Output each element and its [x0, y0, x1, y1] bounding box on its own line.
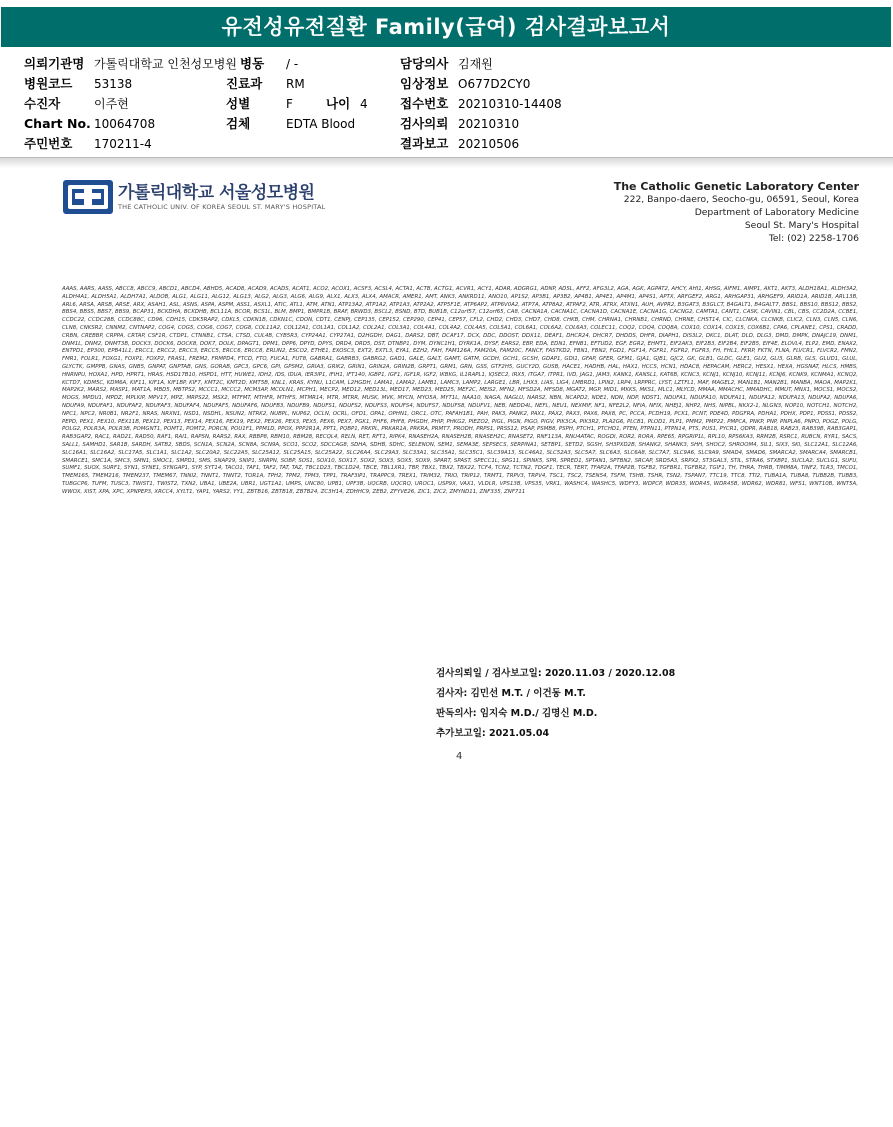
value-chart-no: 10064708 — [94, 117, 156, 131]
header-divider-shadow — [0, 158, 893, 168]
value-specimen: EDTA Blood — [286, 117, 356, 131]
label-specimen: 검체 — [226, 116, 251, 131]
hospital-name-english: THE CATHOLIC UNIV. OF KOREA SEOUL ST. MARY'S HOSPITAL — [118, 203, 326, 211]
lab-hospital: Seoul St. Mary's Hospital — [744, 220, 859, 231]
reading-physicians: 판독의사: 임지숙 M.D./ 김명신 M.D. — [436, 708, 598, 719]
label-attending-doctor: 담당의사 — [400, 56, 449, 71]
value-age: 4 — [360, 97, 368, 111]
label-patient-name: 수진자 — [24, 96, 61, 111]
label-requesting-institution: 의뢰기관명 — [24, 56, 85, 71]
value-hospital-code: 53138 — [94, 77, 133, 91]
label-test-request-date: 검사의뢰 — [400, 116, 449, 131]
page-number: 4 — [456, 751, 463, 762]
value-department: RM — [286, 77, 305, 91]
value-accession-number: 20210310-14408 — [458, 97, 562, 111]
value-ward: / - — [286, 57, 299, 71]
lab-address: 222, Banpo-daero, Seocho-gu, 06591, Seoul, Korea — [623, 194, 859, 205]
label-accession-number: 접수번호 — [400, 96, 449, 111]
label-chart-no: Chart No. — [24, 116, 91, 131]
value-sex: F — [286, 97, 293, 111]
testers: 검사자: 김민선 M.T. / 이건동 M.T. — [436, 688, 586, 699]
lab-telephone: Tel: (02) 2258-1706 — [768, 233, 859, 244]
value-patient-name: 이주현 — [94, 97, 129, 111]
value-test-request-date: 20210310 — [458, 117, 520, 131]
label-result-report-date: 결과보고 — [400, 136, 449, 151]
hospital-name-korean: 가톨릭대학교 서울성모병원 — [118, 183, 315, 203]
label-hospital-code: 병원코드 — [24, 76, 73, 91]
additional-report-date: 추가보고일: 2021.05.04 — [436, 728, 550, 739]
value-attending-doctor: 김재원 — [458, 57, 493, 71]
value-resident-number: 170211-4 — [94, 137, 152, 151]
value-result-report-date: 20210506 — [458, 137, 520, 151]
value-requesting-institution: 가톨릭대학교 인천성모병원 — [94, 57, 237, 71]
label-age: 나이 — [326, 96, 351, 111]
lab-name: The Catholic Genetic Laboratory Center — [613, 180, 859, 193]
gene-panel-list: AAAS, AARS, AASS, ABCC8, ABCC9, ABCD1, ABCD4, ABHD5, ACAD8, ACAD9, ACADS, ACAT1, ACO2, ACOX1, ACSF3, ACSL4, ACTA1, ACTB, ACTG1, ACVR1, ACY1, ADAR, ADGRG1, ADNP, ADSL, AFF2, AFG3L2, AGA, AGK, AGPAT2, AHCY, AHI1, AHSG, AIFM1, AIMP1, AKT1, AKT3, ALDH18A1, ALDH3A2, ALDH4A1, ALDH5A1, ALDH7A1, ALDOB, ALG1, ALG11, ALG12, ALG13, ALG2, ALG3, ALG6, ALG9, ALX1, ALX3, ALX4, AMACR, AMER1, AMT, ANK3, ANKRD11, ANO10, AP1S2, AP3B1, AP3B2, AP4B1, AP4E1, AP4M1, AP4S1, APTX, ARFGEF2, ARG1, ARHGAP31, ARHGEF9, ARID1A, ARID1B, ARL13B, ARL6, ARSA, ARSB, ARSE, ARX, ASAH1, ASL, ASNS, ASPA, ASPM, ASS1, ASXL1, ATIC, ATL1, ATM, ATN1, ATP13A2, ATP1A2, ATP1A3, ATP2A2, ATP5F1E, ATP6AP2, ATP6V0A2, ATP7A, ATP8A2, ATPAF2, ATR, ATRX, ATXN1, AUH, AVPR2, B3GAT3, B3GLCT, B4GALT1, B4GALT7, BBS1, BBS10, BBS12, BBS2, BBS4, BBS5, BBS7, BBS9, BCAP31, BCKDHA, BCKDHB, BCL11A, BCOR, BCS1L, BLM, BMP1, BMPR1B, BRAF, BRWD3, BSCL2, BSND, BTD, BUB1B, C12orf57, C12orf65, CA8, CACNA1A, CACNA1C, CACNA1D, CACNA1E, CACNA1G, CACNG2, CAMTA1, CANT1, CASK, CAVIN1, CBL, CBS, CC2D2A, CCBE1, CCDC22, CCDC28B, CCDC88C, CD96, CDH15, CDK5RAP2, CDKL5, CDKN1B, CDKN1C, CDON, CDT1, CENPJ, CEP135, CEP152, CEP290, CEP41, CEP57, CFL2, CHD2, CHD3, CHD7, CHD8, CHKB, CHM, CHRNA1, CHRNB1, CHRND, CHRNE, CHST14, CIC, CLCNKA, CLCNKB, CLIC2, CLN3, CLN5, CLN6, CLN8, CNKSR2, CNNM2, CNTNAP2, COG4, COG5, COG6, COG7, COG8, COL11A2, COL12A1, COL1A1, COL1A2, COL2A1, COL3A1, COL4A1, COL4A2, COL4A5, COL5A1, COL6A1, COL6A2, COL6A3, COLEC11, COQ2, COQ4, COQ8A, COX10, COX14, COX15, COX6B1, CPA6, CPLANE1, CPS1, CRADD, CRBN, CREBBP, CRPPA, CRTAP, CSF1R, CTDP1, CTNNB1, CTSA, CTSD, CUL4B, CYB5R3, CYP24A1, CYP27A1, D2HGDH, DAG1, DARS2, DBT, DCAF17, DCX, DDC, DDOST, DDX11, DEAF1, DHCR24, DHCR7, DHDDS, DHFR, DIAPH1, DIS3L2, DKC1, DLAT, DLD, DLG3, DMD, DMPK, DNAJC19, DNM1, DNM1L, DNM2, DNMT3B, DOCK3, DOCK6, DOCK8, DOK7, DOLK, DPAGT1, DPM1, DPP6, DPYD, DPYS, DRD4, DRD5, DST, DTNBP1, DYM, DYNC1H1, DYRK1A, DYSF, EARS2, EBP, EDA, EDN1, EFNB1, EFTUD2, EGF, EGR2, EHMT1, EIF2AK3, EIF2B3, EIF2B4, EIF2B5, EIF4E, ELOVL4, ELP2, EMD, ENAX2, ENTPD1, EP300, EPB41L1, ERCC1, ERCC2, ERCC3, ERCC5, ERCC6, ERCC8, ERLIN2, ESCO2, ETHE1, EXOSC3, EXT2, EXTL3, EYA1, EZH2, FAH, FAM126A, FAM20A, FAM20C, FANCF, FASTKD2, FBN1, FBN2, FGD1, FGF14, FGFR1, FGFR2, FGFR3, FH, FHL1, FKRP, FKTN, FLNA, FLVCR1, FLVCR2, FMN2, FMR1, FOLR1, FOXG1, FOXP1, FOXP2, FRAS1, FREM2, FRMPD4, FTCD, FTO, FUCA1, FUT8, GABRA1, GABRB3, GABRG2, GAD1, GALE, GALT, GAMT, GATM, GCDH, GCH1, GCSH, GDAP1, GDI1, GFAP, GFER, GFM1, GJA1, GJB1, GJC2, GK, GLB1, GLDC, GLE1, GLI2, GLI3, GLRB, GLS, GLUD1, GLUL, GLYCTK, GMPPB, GNAS, GNB5, GNPAT, GNPTAB, GNS, GORAB, GPC3, GPC6, GPI, GPSM2, GRIA3, GRIK2, GRIN1, GRIN2A, GRIN2B, GRPT1, GRM1, GRN, GSS, GTF2H5, GUCY2D, GUSB, HACE1, HADHB, HAL, HAX1, HCCS, HCN1, HDAC8, HEPACAM, HERC2, HESX1, HEXA, HGSNAT, HLCS, HMBS, HNRNPU, HOXA1, HPD, HPRT1, HRAS, HSD17B10, HSPD1, HTT, HUWE1, IDH2, IDS, IDUA, IER3IP1, IFIH1, IFT140, IGBP1, IGF1, IGF1R, IGF2, IKBKG, IL1RAPL1, IQSEC2, IRX5, ITGA7, ITPR1, IVD, JAG1, JAM3, KANK1, KANSL1, KAT6B, KCNC3, KCNJ1, KCNJ10, KCNJ11, KCNJ6, KCNK9, KCNMA1, KCNQ2, KCTD7, KDM5C, KDM6A, KIF11, KIF1A, KIF1BP, KIF7, KMT2C, KMT2D, KMT5B, KNL1, KRAS, KYNU, L1CAM, L2HGDH, LAMA1, LAMA2, LAMB1, LAMC3, LAMP2, LARGE1, LBR, LHX3, LIAS, LIG4, LMBRD1, LPIN2, LRP4, LRPPRC, LYST, LZTFL1, MAF, MAGEL2, MAN1B1, MAN2B1, MANBA, MAOA, MAP2K1, MAP2K2, MARS2, MASP1, MAT1A, MBD5, MBTPS2, MCCC1, MCCC2, MCM3AP, MCOLN1, MCPH1, MECP2, MED12, MED13L, MED17, MED23, MED25, MEF2C, MEIS2, MFN2, MFSD2A, MFSD8, MGAT2, MGP, MID1, MKKS, MKS1, MLC1, MLYCD, MMAA, MMACHC, MMADHC, MMUT, MNX1, MOCS1, MOCS2, MOGS, MPDU1, MPDZ, MPLKIP, MPV17, MPZ, MRPS22, MSX2, MTFMT, MTHFR, MTHFS, MTMR14, MTR, MTRR, MUSK, MVK, MYCN, MYO5A, MYT1L, NAA10, NAGA, NAGLU, NARS2, NBN, NCAPD2, NDE1, NDN, NDP, NDST1, NDUFA1, NDUFA10, NDUFA11, NDUFA12, NDUFA13, NDUFA2, NDUFA6, NDUFA9, NDUFAF1, NDUFAF2, NDUFAF3, NDUFAF4, NDUFAF5, NDUFAF6, NDUFB3, NDUFB9, NDUFS1, NDUFS2, NDUFS3, NDUFS4, NDUFS7, NDUFS8, NDUFV1, NEB, NEDD4L, NEFL, NEU1, NEXMIF, NF1, NFE2L2, NFIA, NFIX, NHEJ1, NHP2, NHS, NIPBL, NKX2-1, NLGN3, NOP10, NOTCH1, NOTCH2, NPC1, NPC2, NR0B1, NR2F1, NRAS, NRXN1, NSD1, NSDHL, NSUN2, NTRK2, NUBPL, NUP62, OCLN, OCRL, OFD1, OPA1, OPHN1, ORC1, OTC, PAFAH1B1, PAH, PAK3, PANK2, PAX1, PAX2, PAX3, PAX6, PAX8, PC, PCCA, PCDH19, PCK1, PCNT, PDE4D, PDGFRA, PDHA1, PDHX, PDP1, PDSS1, PDSS2, PEPD, PEX1, PEX10, PEX11B, PEX12, PEX13, PEX14, PEX16, PEX19, PEX2, PEX26, PEX3, PEX5, PEX6, PEX7, PGK1, PHF6, PHF8, PHGDH, PHIP, PHKG2, PIEZO2, PIGL, PIGN, PIGO, PIGV, PIK3CA, PIK3R2, PLA2G6, PLCB1, PLOD1, PLP1, PMM2, PMP22, PMPCA, PNKP, PNP, PNPLA6, PNPO, POGZ, POLG, POLG2, POLR3A, POLR3B, POMGNT1, POMT1, POMT2, PORCN, POU1F1, PPM1D, PPOX, PPP2R1A, PPT1, PQBP1, PRKPL, PRKAR1A, PRKRA, PRMT7, PRODH, PRPS1, PRSS12, PSAP, PSMB8, PSPH, PTCH1, PTCHD1, PTEN, PTPN11, PTPN14, PTS, PUS1, PYCR1, QDPR, RAB18, RAB23, RAB39B, RAB3GAP1, RAB3GAP2, RAC1, RAD21, RAD50, RAF1, RAI1, RAPSN, RARS2, RAX, RBBP8, RBM10, RBM28, RECQL4, RELN, RET, RFT1, RIPK4, RNASEH2A, RNASEH2B, RNASEH2C, RNASET2, RNF113A, RNU4ATAC, ROGDI, ROR2, RORA, RPE65, RPGRIP1L, RPL10, RPS6KA3, RRM2B, RSRC1, RUBCN, RYR1, SACS, SALL1, SAMHD1, SAR1B, SARDH, SATB2, SBDS, SCN1A, SCN2A, SCN8A, SCN9A, SCO1, SCO2, SDCCAG8, SDHA, SDHB, SDHC, SELENON, SEM1, SEMA3E, SEPSECS, SERPINA1, SETBP1, SETD2, SGSH, SH3PXD2B, SHANK2, SHANK3, SHH, SHOC2, SHROOM4, SIL1, SIX3, SKI, SLC12A1, SLC12A6, SLC16A1, SLC16A2, SLC17A5, SLC1A1, SLC1A2, SLC20A2, SLC22A5, SLC25A12, SLC25A15, SLC25A22, SLC26A4, SLC29A3, SLC33A1, SLC35A1, SLC35C1, SLC39A13, SLC46A1, SLC52A3, SLC5A7, SLC6A3, SLC6A8, SLC7A7, SLC9A6, SLC9A9, SMAD4, SMAD6, SMARCA2, SMARCA4, SMARCB1, SMARCE1, SMC1A, SMC3, SMN1, SMOC1, SMPD1, SMS, SNAP29, SNIP1, SNRPN, SOBP, SOS1, SOX10, SOX17, SOX2, SOX3, SOX5, SOX9, SPART, SPAST, SPECC1L, SPG11, SPINK5, SPR, SPRED1, SPTAN1, SPTBN2, SRCAP, SRD5A3, SRPX2, ST3GAL3, STIL, STRA6, STXBP1, SUCLA2, SUCLG1, SUFU, SUMF1, SUOX, SURF1, SYN1, SYNE1, SYNGAP1, SYP, SYT14, TACO1, TAF1, TAF2, TAT, TAZ, TBC1D23, TBC1D24, TBCE, TBL1XR1, TBP, TBX1, TBX2, TBX22, TCF4, TCN2, TCTN2, TDGF1, TECR, TERT, TFAP2A, TFAP2B, TGFB2, TGFBR1, TGFBR2, TGIF1, TH, THRA, THRB, TIMM8A, TINF2, TLR3, TMCO1, TMEM165, TMEM216, TMEM237, TMEM67, TNNI2, TNNT1, TNNT2, TOR1A, TPH2, TPM2, TPM3, TPP1, TRAF3IP1, TRAPPC9, TREX1, TRIM32, TRIO, TRIP12, TRMT1, TRPV3, TRPV4, TSC1, TSC2, TSEN54, TSFM, TSHB, TSHR, TSN2, TSPAN7, TTC19, TTC8, TTI2, TUBA1A, TUBA8, TUBB2B, TUBB3, TUBGCP6, TUFM, TUSC3, TWIST1, TWIST2, TXN2, UBA1, UBE2A, UBR1, UGT1A1, UMPS, UNC80, UPB1, UPF3B, UQCRB, UQCRQ, UROC1, USP9X, VAX1, VLDLR, VPS13B, VPS35, VRK1, WASHC4, WASHC5, WDFY3, WDPCP, WDR35, WDR45, WDR45B, WDR62, WDR81, WFS1, WNT10B, WNT5A, WWOX, XIST, XPA, XPC, XPNPEP3, XRCC4, XYLT1, YAP1, YARS2, YY1, ZBTB16, ZBTB18, ZBTB24, ZC3H14, ZDHHC9, ZEB2, ZFYVE26, ZIC1, ZIC2, ZMYND11, ZNF335, ZNF711 — [62, 286, 858, 495]
value-clinical-info: O677D2CY0 — [458, 77, 531, 91]
lab-department: Department of Laboratory Medicine — [694, 207, 859, 218]
label-resident-number: 주민번호 — [24, 136, 73, 151]
request-report-dates: 검사의뢰일 / 검사보고일: 2020.11.03 / 2020.12.08 — [436, 668, 676, 679]
label-department: 진료과 — [226, 76, 263, 91]
signature-block — [436, 664, 675, 744]
lab-info-block — [614, 180, 859, 245]
hospital-emblem-icon — [63, 180, 113, 214]
label-sex: 성별 — [226, 96, 251, 111]
report-title: 유전성유전질환 Family(급여) 검사결과보고서 — [1, 7, 891, 47]
label-clinical-info: 임상정보 — [400, 76, 449, 91]
label-ward: 병동 — [240, 56, 265, 71]
